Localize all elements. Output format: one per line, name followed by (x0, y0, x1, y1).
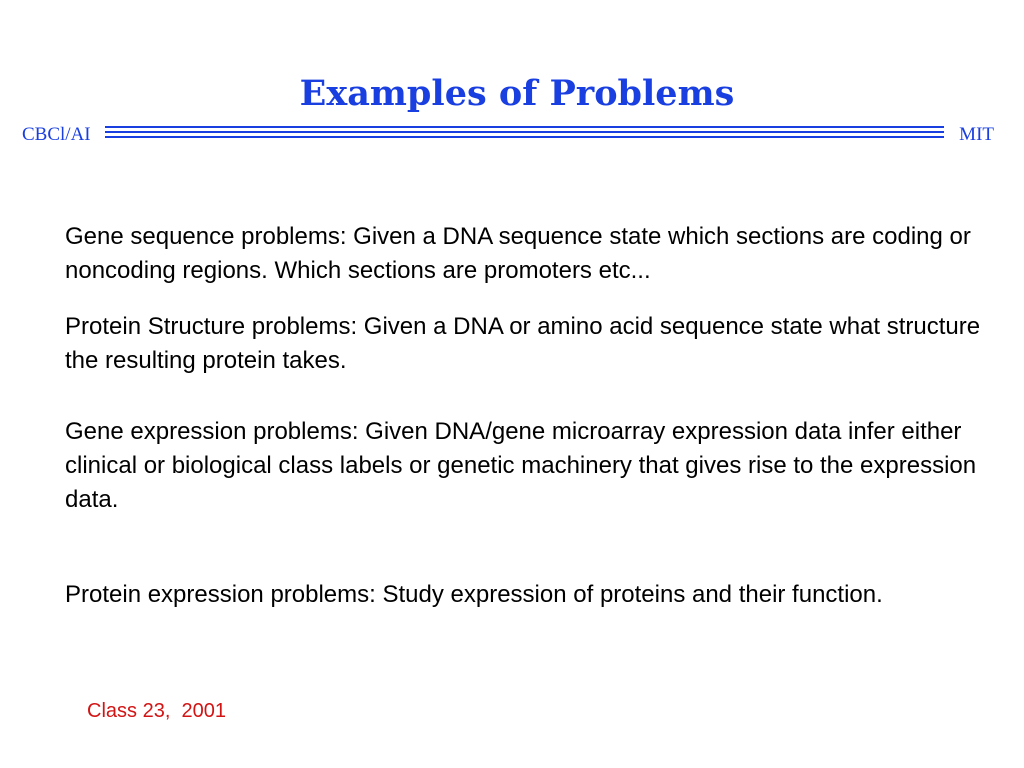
paragraph-protein-expression: Protein expression problems: Study expression of proteins and their function. (65, 581, 883, 608)
header-left-label: CBCl/AI (22, 124, 91, 145)
header-rule-line (105, 136, 944, 138)
header-rule-lines (105, 126, 944, 141)
header-bar (22, 123, 994, 147)
header-rule-line (105, 126, 944, 128)
header-right-label: MIT (959, 124, 994, 145)
paragraph-protein-structure: Protein Structure problems: Given a DNA or amino acid sequence state what structure the resulting protein takes. (65, 313, 981, 374)
footer-class-label: Class 23, 2001 (87, 700, 226, 722)
paragraph-gene-expression: Gene expression problems: Given DNA/gene microarray expression data infer either clinical or biological class labels or genetic machinery that gives rise to the expression data. (65, 418, 977, 513)
paragraph-gene-sequence: Gene sequence problems: Given a DNA sequence state which sections are coding or noncoding regions. Which sections are promoters etc... (65, 223, 971, 284)
header-rule-line (105, 131, 944, 133)
slide-title: Examples of Problems (299, 73, 735, 114)
